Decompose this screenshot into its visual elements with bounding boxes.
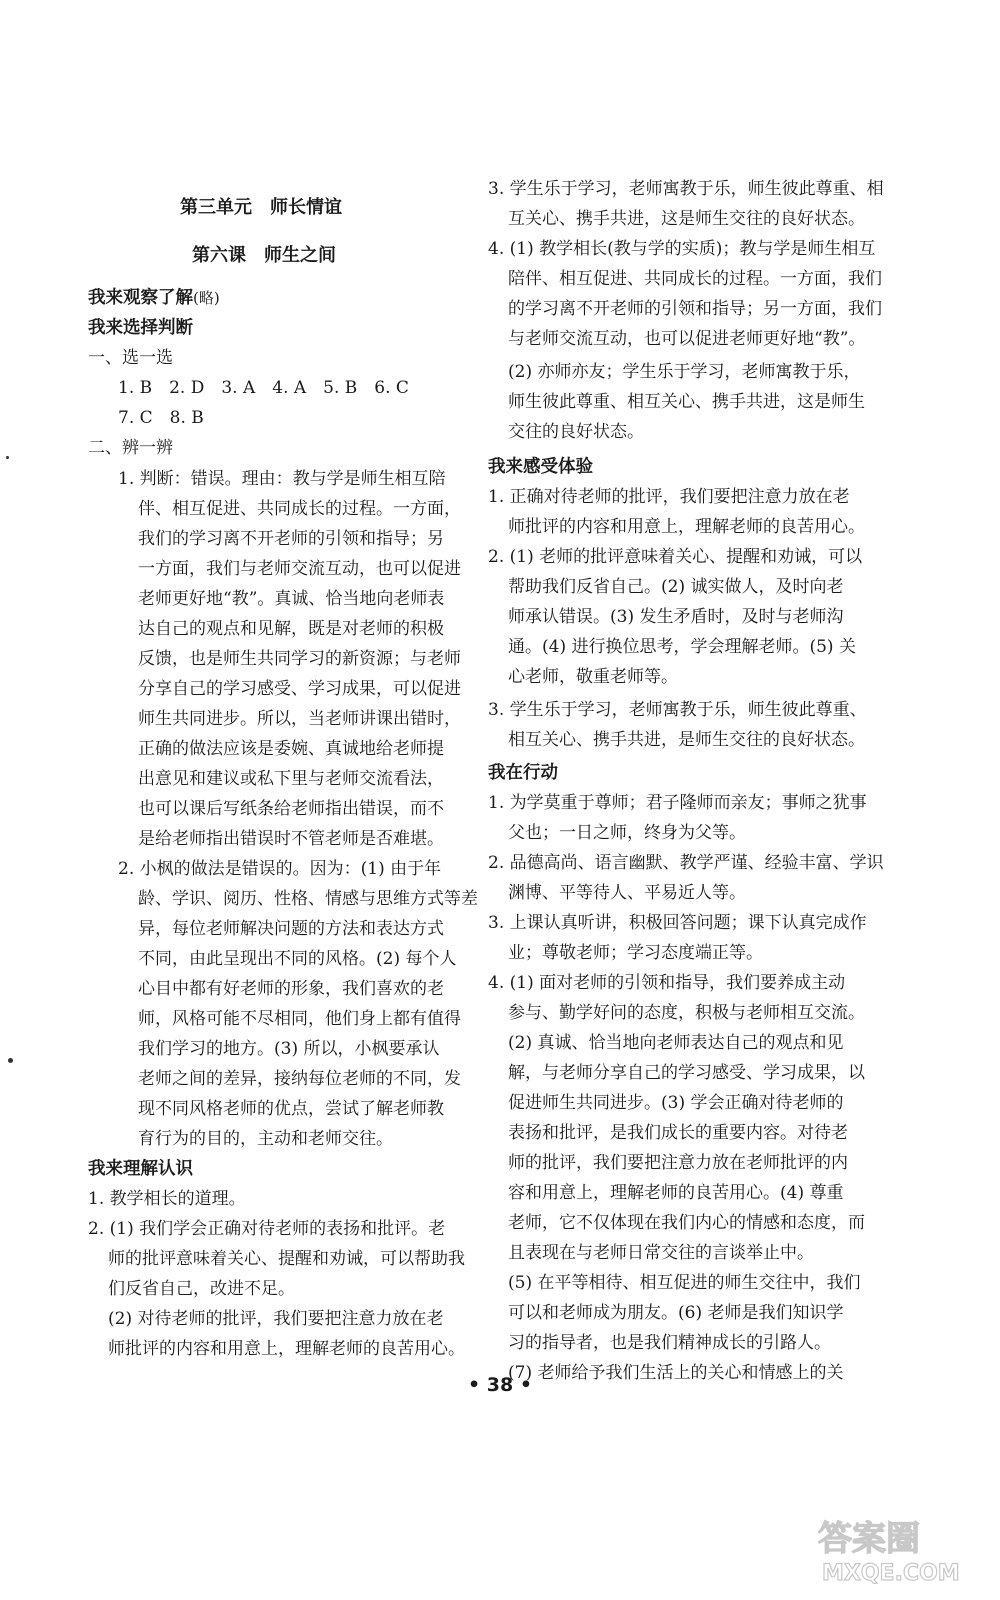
page-number: • 38 • — [468, 1374, 532, 1396]
judge-2-line: 现不同风格老师的优点，尝试了解老师教 — [138, 1099, 444, 1119]
feel-2-line: 帮助我们反省自己。(2) 诚实做人，及时向老 — [508, 577, 844, 597]
feel-1-line: 师批评的内容和用意上，理解老师的良苦用心。 — [508, 517, 865, 537]
judge-2-line: 异，每位老师解决问题的方法和表达方式 — [138, 919, 444, 939]
judge-2-line: 不同，由此呈现出不同的风格。(2) 每个人 — [138, 949, 457, 969]
judge-1-line: 师生共同进步。所以，当老师讲课出错时， — [138, 709, 461, 729]
act-1-line: 1. 为学莫重于尊师；君子隆师而亲友；事师之犹事 — [488, 793, 867, 813]
judge-1-line: 分享自己的学习感受、学习成果，可以促进 — [138, 679, 461, 699]
act-4-line: (7) 老师给予我们生活上的关心和情感上的关 — [508, 1363, 844, 1383]
judge-1-line: 达自己的观点和见解，既是对老师的积极 — [138, 619, 444, 639]
judge-2-line: 育行为的目的，主动和老师交往。 — [138, 1129, 393, 1149]
section-observe-title: 我来观察了解 — [88, 288, 193, 308]
feel-3-line: 相互关心、携手共进，是师生交往的良好状态。 — [508, 730, 865, 750]
judge-1-line: 老师更好地“教”。真诚、恰当地向老师表 — [138, 589, 445, 609]
understand-2-line: 们反省自己，改进不足。 — [108, 1279, 295, 1299]
act-4-line: 促进师生共同进步。(3) 学会正确对待老师的 — [508, 1093, 844, 1113]
act-4-line: 且表现在与老师日常交往的言谈举止中。 — [508, 1243, 814, 1263]
choose-part-label: 一、选一选 — [88, 348, 173, 368]
judge-1-line: 出意见和建议或私下里与老师交流看法， — [138, 769, 444, 789]
judge-1-line: 也可以课后写纸条给老师指出错误，而不 — [138, 799, 444, 819]
understand-4-line: 4. (1) 教学相长(教与学的实质)；教与学是师生相互 — [488, 239, 876, 259]
section-choose-title: 我来选择判断 — [88, 318, 193, 338]
judge-1-line: 是给老师指出错误时不管老师是否难堪。 — [138, 829, 444, 849]
judge-1-line: 伴、相互促进、共同成长的过程。一方面， — [138, 499, 461, 519]
section-observe-note: (略) — [193, 289, 220, 307]
understand-4-line: 陪伴、相互促进、共同成长的过程。一方面，我们 — [508, 269, 882, 289]
feel-2-line: 师承认错误。(3) 发生矛盾时，及时与老师沟 — [508, 607, 844, 627]
watermark-logo — [812, 1516, 982, 1586]
understand-4-line: (2) 亦师亦友；学生乐于学习，老师寓教于乐， — [508, 362, 861, 382]
judge-2-line: 老师之间的差异，接纳每位老师的不同，发 — [138, 1069, 461, 1089]
act-4-line: 表扬和批评，是我们成长的重要内容。对待老 — [508, 1123, 848, 1143]
feel-2-line: 心老师，敬重老师等。 — [508, 667, 678, 687]
feel-2-line: 通。(4) 进行换位思考，学会理解老师。(5) 关 — [508, 637, 856, 657]
understand-2-line: 师的批评意味着关心、提醒和劝诫，可以帮助我 — [108, 1249, 465, 1269]
judge-2-line: 我们学习的地方。(3) 所以，小枫要承认 — [138, 1039, 440, 1059]
act-3-line: 业；尊敬老师；学习态度端正等。 — [508, 943, 763, 963]
judge-part-label: 二、辨一辨 — [88, 438, 173, 458]
section-act-title: 我在行动 — [488, 763, 558, 783]
unit-title: 第三单元 师长情谊 — [180, 197, 342, 218]
feel-1-line: 1. 正确对待老师的批评，我们要把注意力放在老 — [488, 487, 850, 507]
act-4-line: (2) 真诚、恰当地向老师表达自己的观点和见 — [508, 1033, 844, 1053]
understand-2-line: 师批评的内容和用意上，理解老师的良苦用心。 — [108, 1339, 465, 1359]
judge-1-line: 反馈，也是师生共同学习的新资源；与老师 — [138, 649, 461, 669]
act-4-line: 参与、勤学好问的态度，积极与老师相互交流。 — [508, 1003, 865, 1023]
choose-answers-2: 7. C 8. B — [118, 408, 204, 428]
judge-1-line: 我们的学习离不开老师的引领和指导；另 — [138, 529, 444, 549]
understand-3-line: 3. 学生乐于学习，老师寓教于乐，师生彼此尊重、相 — [488, 179, 884, 199]
lesson-title: 第六课 师生之间 — [192, 245, 336, 266]
act-2-line: 渊博、平等待人、平易近人等。 — [508, 883, 746, 903]
understand-2-line: (2) 对待老师的批评，我们要把注意力放在老 — [108, 1309, 444, 1329]
judge-1-line: 一方面，我们与老师交流互动，也可以促进 — [138, 559, 461, 579]
watermark-site: MXQE.COM — [822, 1561, 960, 1586]
feel-2-line: 2. (1) 老师的批评意味着关心、提醒和劝诫，可以 — [488, 547, 863, 567]
act-4-line: 可以和老师成为朋友。(6) 老师是我们知识学 — [508, 1303, 844, 1323]
judge-2-line: 心目中都有好老师的形象，我们喜欢的老 — [138, 979, 444, 999]
understand-4-line: 的学习离不开老师的引领和指导；另一方面，我们 — [508, 299, 882, 319]
scan-speck — [6, 456, 9, 459]
act-4-line: 4. (1) 面对老师的引领和指导，我们要养成主动 — [488, 973, 846, 993]
judge-2-line: 师，风格可能不尽相同，他们身上都有值得 — [138, 1009, 461, 1029]
act-4-line: 容和用意上，理解老师的良苦用心。(4) 尊重 — [508, 1183, 844, 1203]
section-feel-title: 我来感受体验 — [488, 457, 593, 477]
scan-speck — [8, 1058, 13, 1063]
understand-1: 1. 教学相长的道理。 — [88, 1189, 246, 1209]
act-4-line: 解，与老师分享自己的学习感受、学习成果，以 — [508, 1063, 865, 1083]
feel-3-line: 3. 学生乐于学习，老师寓教于乐，师生彼此尊重、 — [488, 700, 867, 720]
judge-1-line: 正确的做法应该是委婉、真诚地给老师提 — [138, 739, 444, 759]
understand-4-line: 交往的良好状态。 — [508, 422, 644, 442]
understand-4-line: 师生彼此尊重、相互关心、携手共进，这是师生 — [508, 392, 865, 412]
understand-2-line: 2. (1) 我们学会正确对待老师的表扬和批评。老 — [88, 1219, 446, 1239]
judge-1-line: 1. 判断：错误。理由：教与学是师生相互陪 — [118, 469, 446, 489]
understand-4-line: 与老师交流互动，也可以促进老师更好地“教”。 — [508, 329, 866, 349]
judge-2-line: 2. 小枫的做法是错误的。因为：(1) 由于年 — [118, 859, 442, 879]
choose-answers-1: 1. B 2. D 3. A 4. A 5. B 6. C — [118, 378, 409, 398]
act-4-line: (5) 在平等相待、相互促进的师生交往中，我们 — [508, 1273, 861, 1293]
act-4-line: 师的批评，我们要把注意力放在老师批评的内 — [508, 1153, 848, 1173]
watermark-logo-mark: 答案圈 — [818, 1519, 920, 1559]
act-3-line: 3. 上课认真听讲，积极回答问题；课下认真完成作 — [488, 913, 867, 933]
act-1-line: 父也；一日之师，终身为父等。 — [508, 823, 746, 843]
section-understand-title: 我来理解认识 — [88, 1159, 193, 1179]
act-2-line: 2. 品德高尚、语言幽默、教学严谨、经验丰富、学识 — [488, 853, 884, 873]
judge-2-line: 龄、学识、阅历、性格、情感与思维方式等差 — [138, 889, 478, 909]
act-4-line: 习的指导者，也是我们精神成长的引路人。 — [508, 1333, 831, 1353]
section-observe — [88, 287, 220, 309]
understand-3-line: 互关心、携手共进，这是师生交往的良好状态。 — [508, 209, 865, 229]
act-4-line: 老师，它不仅体现在我们内心的情感和态度，而 — [508, 1213, 865, 1233]
